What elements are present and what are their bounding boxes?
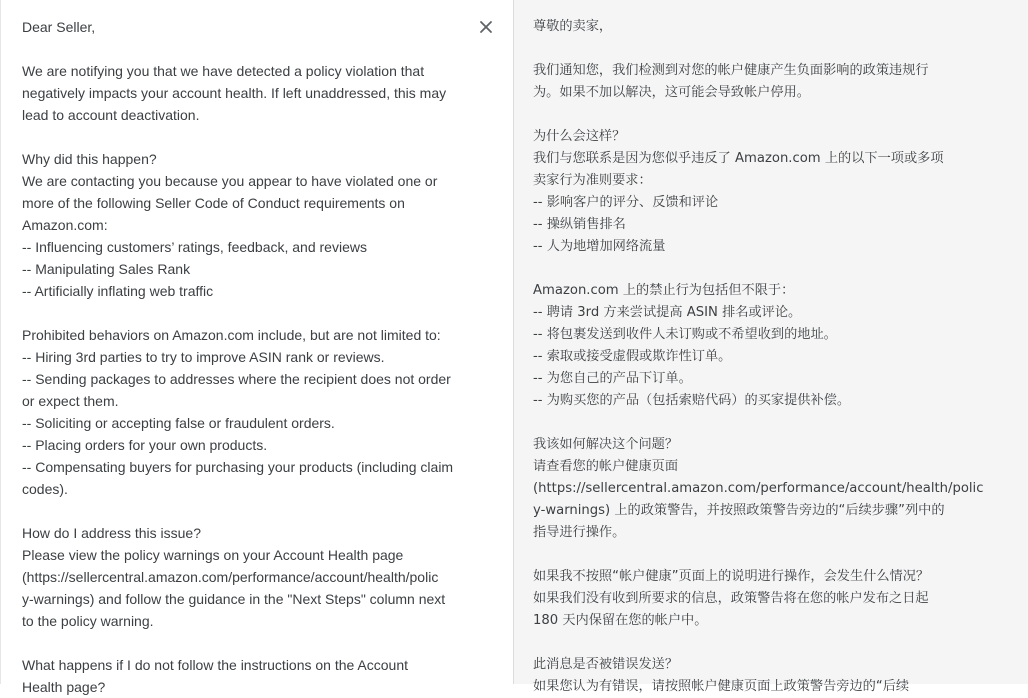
translated-text-line: 我们与您联系是因为您似乎违反了 Amazon.com 上的以下一项或多项 xyxy=(533,151,944,166)
source-text-line: We are notifying you that we have detected a policy violation that xyxy=(22,63,425,79)
translated-text-panel xyxy=(514,0,1028,694)
translated-text-line xyxy=(533,104,1000,126)
translated-text-line: 如果您认为有错误，请按照帐户健康页面上政策警告旁边的“后续 xyxy=(533,679,910,694)
source-text-line: We are contacting you because you appear to have violated one or xyxy=(22,173,438,189)
source-text-line: or expect them. xyxy=(22,393,119,409)
source-text-line: Dear Seller, xyxy=(22,19,96,35)
source-text-line: What happens if I do not follow the instructions on the Account xyxy=(22,657,409,673)
source-text-line: more of the following Seller Code of Conduct requirements on xyxy=(22,195,405,211)
source-text-panel xyxy=(0,0,514,695)
translated-text-line: (https://sellercentral.amazon.com/performance/account/health/polic xyxy=(533,481,984,496)
translated-text-line: 如果我们没有收到所要求的信息，政策警告将在您的帐户发布之日起 xyxy=(533,591,929,606)
translated-text-line: -- 索取或接受虚假或欺诈性订单。 xyxy=(533,349,732,364)
translated-text-line: 此消息是否被错误发送？ xyxy=(533,657,679,672)
source-text-line xyxy=(22,302,477,324)
source-text-line: Health page? xyxy=(22,679,106,695)
translated-text-line: 180 天内保留在您的帐户中。 xyxy=(533,613,708,628)
translated-text-line xyxy=(533,412,1000,434)
translated-text-line: 我们通知您，我们检测到对您的帐户健康产生负面影响的政策违规行 xyxy=(533,63,929,78)
translated-text-line: 请查看您的帐户健康页面 xyxy=(533,459,679,474)
source-text-line: Prohibited behaviors on Amazon.com include, but are not limited to: xyxy=(22,327,441,343)
source-text-line: -- Manipulating Sales Rank xyxy=(22,261,191,277)
source-text-line: lead to account deactivation. xyxy=(22,107,200,123)
translated-text-line: 为什么会这样？ xyxy=(533,129,626,144)
source-text-line: -- Sending packages to addresses where the recipient does not order xyxy=(22,371,451,387)
translated-text-line: 为。如果不加以解决，这可能会导致帐户停用。 xyxy=(533,85,810,100)
translated-text-line: -- 为您自己的产品下订单。 xyxy=(533,371,692,386)
translated-text-line xyxy=(533,632,1000,654)
source-text-line: codes). xyxy=(22,481,68,497)
translated-text-line: 如果我不按照“帐户健康”页面上的说明进行操作，会发生什么情况？ xyxy=(533,569,930,584)
source-text-line: -- Influencing customers’ ratings, feedback, and reviews xyxy=(22,239,367,255)
source-text-line: -- Placing orders for your own products. xyxy=(22,437,268,453)
translated-text-line: 我该如何解决这个问题？ xyxy=(533,437,679,452)
translated-text-line xyxy=(533,544,1000,566)
close-icon xyxy=(476,17,496,37)
source-text-line xyxy=(22,126,477,148)
translated-text-line: -- 为购买您的产品（包括索赔代码）的买家提供补偿。 xyxy=(533,393,851,408)
translated-text-line xyxy=(533,38,1000,60)
source-text-line: to the policy warning. xyxy=(22,613,154,629)
source-text-line: (https://sellercentral.amazon.com/performance/account/health/polic xyxy=(22,569,439,585)
source-text xyxy=(22,16,477,698)
close-button[interactable] xyxy=(476,17,496,37)
translated-text-line: -- 操纵销售排名 xyxy=(533,217,626,232)
source-text-line: Why did this happen? xyxy=(22,151,157,167)
translated-text-line: -- 聘请 3rd 方来尝试提高 ASIN 排名或评论。 xyxy=(533,305,802,320)
source-text-line: y-warnings) and follow the guidance in the "Next Steps" column next xyxy=(22,591,446,607)
translated-text-line xyxy=(533,258,1000,280)
translated-text-line: -- 人为地增加网络流量 xyxy=(533,239,666,254)
translated-text-line: -- 将包裹发送到收件人未订购或不希望收到的地址。 xyxy=(533,327,837,342)
translated-text-line: y-warnings) 上的政策警告，并按照政策警告旁边的“后续步骤”列中的 xyxy=(533,503,945,518)
source-text-line: How do I address this issue? xyxy=(22,525,201,541)
source-text-line xyxy=(22,632,477,654)
source-text-line: Amazon.com: xyxy=(22,217,108,233)
translated-text-line: Amazon.com 上的禁止行为包括但不限于： xyxy=(533,283,795,298)
translated-text-line: 指导进行操作。 xyxy=(533,525,626,540)
translated-text-line: -- 影响客户的评分、反馈和评论 xyxy=(533,195,719,210)
translated-text-line: 尊敬的卖家， xyxy=(533,19,613,34)
source-text-line: -- Artificially inflating web traffic xyxy=(22,283,214,299)
source-text-line: Please view the policy warnings on your Account Health page xyxy=(22,547,404,563)
source-text-line: -- Compensating buyers for purchasing your products (including claim xyxy=(22,459,454,475)
source-text-line: -- Soliciting or accepting false or fraudulent orders. xyxy=(22,415,335,431)
translated-text xyxy=(533,16,1000,698)
source-text-line xyxy=(22,500,477,522)
source-text-line xyxy=(22,38,477,60)
source-text-line: negatively impacts your account health. If left unaddressed, this may xyxy=(22,85,447,101)
translated-text-line: 卖家行为准则要求： xyxy=(533,173,652,188)
source-text-line: -- Hiring 3rd parties to try to improve ASIN rank or reviews. xyxy=(22,349,385,365)
